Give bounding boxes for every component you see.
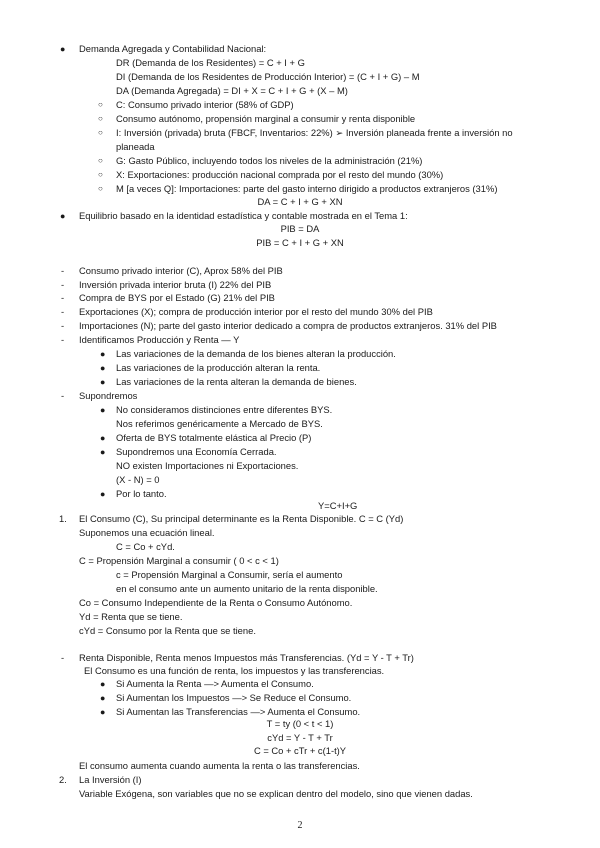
dash-marker: - — [61, 334, 65, 345]
bullet-icon: ● — [100, 349, 106, 359]
text-line: Co = Consumo Independiente de la Renta o Consumo Autónomo. — [79, 597, 353, 608]
bullet-icon: ● — [60, 44, 66, 54]
text-line: c = Propensión Marginal a Consumir, sería el aumento — [116, 569, 343, 580]
text-line: (X - N) = 0 — [116, 474, 160, 485]
formula-line: PIB = C + I + G + XN — [256, 237, 344, 248]
text-line: Equilibrio basado en la identidad estadística y contable mostrada en el Tema 1: — [79, 210, 408, 221]
text-line: No consideramos distinciones entre diferentes BYS. — [116, 404, 333, 415]
text-line: Consumo autónomo, propensión marginal a consumir y renta disponible — [116, 113, 416, 124]
text-line: Nos referimos genéricamente a Mercado de BYS. — [116, 418, 323, 429]
text-line: Oferta de BYS totalmente elástica al Precio (P) — [116, 432, 312, 443]
list-number: 1. — [59, 513, 67, 524]
formula-line: Y=C+I+G — [318, 500, 358, 511]
text-line: C = Co + cYd. — [116, 541, 175, 552]
text-line: DI (Demanda de los Residentes de Producción Interior) = (C + I + G) – M — [116, 71, 420, 82]
circle-bullet-icon: ○ — [98, 114, 103, 123]
text-line: Yd = Renta que se tiene. — [79, 611, 183, 622]
text-line: X: Exportaciones: producción nacional comprada por el resto del mundo (30%) — [116, 169, 444, 180]
formula-line: DA = C + I + G + XN — [257, 196, 343, 207]
formula-line: C = Co + cTr + c(1-t)Y — [253, 745, 347, 756]
circle-bullet-icon: ○ — [98, 100, 103, 109]
text-line: Compra de BYS por el Estado (G) 21% del PIB — [79, 292, 275, 303]
formula-line: cYd = Y - T + Tr — [267, 732, 333, 743]
bullet-icon: ● — [100, 707, 106, 717]
bullet-icon: ● — [100, 679, 106, 689]
text-line: NO existen Importaciones ni Exportaciones. — [116, 460, 299, 471]
dash-marker: - — [61, 320, 65, 331]
circle-bullet-icon: ○ — [98, 184, 103, 193]
text-line: Las variaciones de la renta alteran la demanda de bienes. — [116, 376, 357, 387]
dash-marker: - — [61, 265, 65, 276]
formula-line: T = ty (0 < t < 1) — [266, 718, 334, 729]
text-line: El consumo aumenta cuando aumenta la renta o las transferencias. — [79, 760, 360, 771]
bullet-icon: ● — [100, 363, 106, 373]
text-line: C: Consumo privado interior (58% of GDP) — [116, 99, 294, 110]
text-line: Supondremos una Economía Cerrada. — [116, 446, 277, 457]
text-line: La Inversión (I) — [79, 774, 142, 785]
text-line: Consumo privado interior (C), Aprox 58% del PIB — [79, 265, 283, 276]
text-line: Si Aumenta la Renta —> Aumenta el Consumo. — [116, 678, 314, 689]
text-line: en el consumo ante un aumento unitario de la renta disponible. — [116, 583, 378, 594]
text-line: DR (Demanda de los Residentes) = C + I + G — [116, 57, 305, 68]
bullet-icon: ● — [100, 447, 106, 457]
text-line: I: Inversión (privada) bruta (FBCF, Inventarios: 22%) ➢ Inversión planeada frente a inversión no — [116, 127, 513, 138]
dash-marker: - — [61, 306, 65, 317]
text-line: Variable Exógena, son variables que no se explican dentro del modelo, sino que vienen dadas. — [79, 788, 473, 799]
text-line: C = Propensión Marginal a consumir ( 0 < c < 1) — [79, 555, 279, 566]
bullet-icon: ● — [100, 693, 106, 703]
list-number: 2. — [59, 774, 67, 785]
circle-bullet-icon: ○ — [98, 170, 103, 179]
text-line: Por lo tanto. — [116, 488, 167, 499]
bullet-icon: ● — [100, 489, 106, 499]
dash-marker: - — [61, 279, 65, 290]
bullet-icon: ● — [60, 211, 66, 221]
text-line: Si Aumentan las Transferencias —> Aumenta el Consumo. — [116, 706, 361, 717]
text-line: Supondremos — [79, 390, 138, 401]
formula-line: PIB = DA — [280, 223, 320, 234]
circle-bullet-icon: ○ — [98, 128, 103, 137]
bullet-icon: ● — [100, 377, 106, 387]
page-number: 2 — [297, 820, 303, 831]
text-line: Demanda Agregada y Contabilidad Nacional: — [79, 43, 267, 54]
text-line: Inversión privada interior bruta (I) 22% del PIB — [79, 279, 272, 290]
dash-marker: - — [61, 652, 65, 663]
text-line: Las variaciones de la demanda de los bienes alteran la producción. — [116, 348, 396, 359]
text-line: Si Aumentan los Impuestos —> Se Reduce el Consumo. — [116, 692, 352, 703]
text-line: M [a veces Q]: Importaciones: parte del gasto interno dirigido a productos extranjeros (31%) — [116, 183, 498, 194]
text-line: El Consumo es una función de renta, los impuestos y las transferencias. — [84, 665, 385, 676]
dash-marker: - — [61, 292, 65, 303]
dash-marker: - — [61, 390, 65, 401]
bullet-icon: ● — [100, 405, 106, 415]
text-line: Renta Disponible, Renta menos Impuestos más Transferencias. (Yd = Y - T + Tr) — [79, 652, 414, 663]
text-line: G: Gasto Público, incluyendo todos los niveles de la administración (21%) — [116, 155, 423, 166]
text-line: Suponemos una ecuación lineal. — [79, 527, 215, 538]
text-line: El Consumo (C), Su principal determinante es la Renta Disponible. C = C (Yd) — [79, 513, 404, 524]
text-line: planeada — [116, 141, 155, 152]
text-line: Las variaciones de la producción alteran la renta. — [116, 362, 321, 373]
text-line: cYd = Consumo por la Renta que se tiene. — [79, 625, 256, 636]
text-line: Identificamos Producción y Renta — Y — [79, 334, 240, 345]
circle-bullet-icon: ○ — [98, 156, 103, 165]
text-line: Importaciones (N); parte del gasto interior dedicado a compra de productos extranjeros. 31% del PIB — [79, 320, 497, 331]
text-line: Exportaciones (X); compra de producción interior por el resto del mundo 30% del PIB — [79, 306, 433, 317]
bullet-icon: ● — [100, 433, 106, 443]
text-line: DA (Demanda Agregada) = DI + X = C + I + G + (X – M) — [116, 85, 348, 96]
